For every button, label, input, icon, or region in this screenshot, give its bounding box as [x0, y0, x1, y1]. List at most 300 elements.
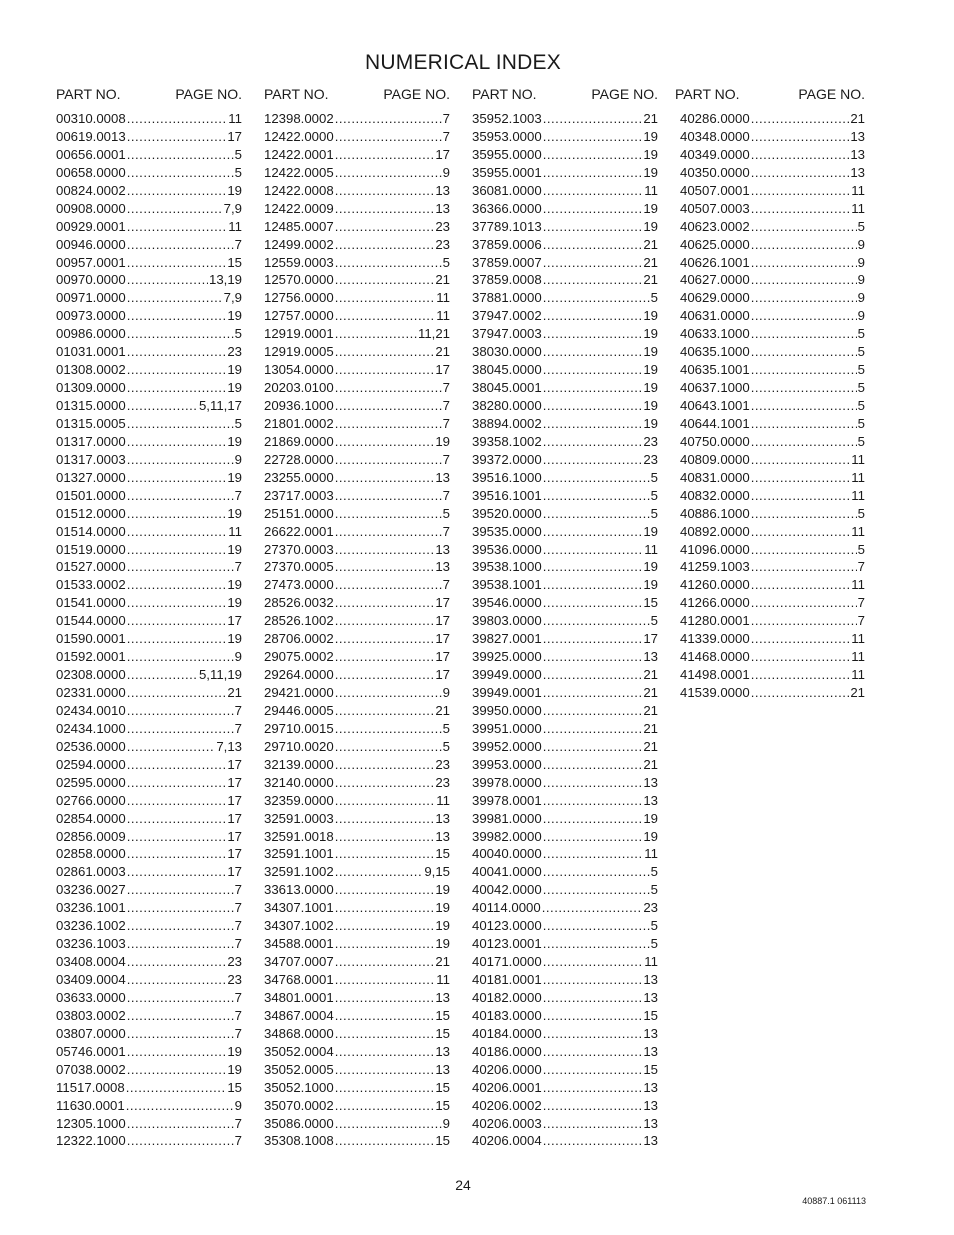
page-reference: 19 [643, 810, 658, 826]
part-number: 32139.0000 [264, 756, 334, 772]
dot-leader [751, 218, 857, 236]
page-reference: 7 [442, 380, 450, 396]
page-reference: 7,9 [223, 200, 242, 216]
page-reference: 5 [857, 433, 865, 449]
dot-leader [335, 397, 442, 415]
index-entry [680, 505, 865, 523]
index-entry [472, 648, 658, 666]
dot-leader [127, 128, 227, 146]
page-no-header: PAGE NO. [798, 86, 865, 102]
page-reference: 5 [234, 326, 242, 342]
part-number: 20203.0100 [264, 380, 334, 396]
dot-leader [127, 271, 208, 289]
dot-leader [127, 379, 227, 397]
part-number: 40123.0000 [472, 918, 542, 934]
index-entry [264, 469, 450, 487]
page-reference: 11 [644, 846, 658, 862]
part-number: 39520.0000 [472, 505, 542, 521]
part-number: 39978.0001 [472, 792, 542, 808]
index-entry [264, 935, 450, 953]
page-reference: 7 [234, 1115, 242, 1131]
dot-leader [335, 325, 417, 343]
part-number: 35308.1008 [264, 1133, 334, 1149]
index-entry [472, 1097, 658, 1115]
page-reference: 19 [435, 900, 450, 916]
page-reference: 19 [227, 541, 242, 557]
page-reference: 21 [643, 236, 658, 252]
page-reference: 21 [435, 702, 450, 718]
part-number: 01308.0002 [56, 362, 126, 378]
dot-leader [751, 630, 851, 648]
index-entry [56, 200, 242, 218]
part-number: 12398.0002 [264, 111, 334, 126]
part-number: 12570.0000 [264, 272, 334, 288]
index-entry [472, 845, 658, 863]
dot-leader [543, 164, 643, 182]
index-entry [264, 684, 450, 702]
page-reference: 13 [643, 774, 658, 790]
dot-leader [335, 343, 435, 361]
index-entry [264, 128, 450, 146]
index-entry [56, 361, 242, 379]
part-number: 39546.0000 [472, 595, 542, 611]
dot-leader [543, 361, 643, 379]
dot-leader [126, 1097, 234, 1115]
part-number: 40637.1000 [680, 380, 750, 396]
page-reference: 11 [851, 577, 865, 593]
page-reference: 23 [435, 236, 450, 252]
part-number: 33613.0000 [264, 882, 334, 898]
part-number: 00971.0000 [56, 290, 126, 306]
dot-leader [127, 863, 227, 881]
part-number: 40349.0000 [680, 146, 750, 162]
page-reference: 15 [435, 1025, 450, 1041]
index-entry [264, 810, 450, 828]
dot-leader [543, 110, 643, 128]
index-entry [264, 630, 450, 648]
page-reference: 7 [234, 559, 242, 575]
part-number: 39951.0000 [472, 720, 542, 736]
index-entry [264, 1061, 450, 1079]
part-number: 03803.0002 [56, 1007, 126, 1023]
page-reference: 5 [857, 505, 865, 521]
index-entry [472, 451, 658, 469]
dot-leader [127, 541, 227, 559]
page-reference: 11 [436, 972, 450, 987]
part-number: 00656.0001 [56, 146, 126, 162]
part-number: 39803.0000 [472, 613, 542, 629]
dot-leader [127, 630, 227, 648]
dot-leader [127, 774, 227, 792]
index-entry [264, 254, 450, 272]
page-reference: 5 [234, 146, 242, 162]
index-entry [472, 917, 658, 935]
dot-leader [127, 1115, 234, 1133]
index-entry [56, 810, 242, 828]
page-reference: 19 [643, 523, 658, 539]
part-number: 34707.0007 [264, 954, 334, 970]
part-number: 01327.0000 [56, 469, 126, 485]
index-entry [264, 792, 450, 810]
index-entry [56, 863, 242, 881]
part-number: 39949.0001 [472, 685, 542, 700]
index-entry [264, 1007, 450, 1025]
part-number: 23717.0003 [264, 487, 334, 503]
dot-leader [543, 254, 643, 272]
dot-leader [335, 487, 442, 505]
page-reference: 19 [227, 577, 242, 593]
part-number: 39978.0000 [472, 774, 542, 790]
index-entry [56, 1132, 242, 1150]
part-number: 02595.0000 [56, 774, 126, 790]
dot-leader [751, 271, 857, 289]
dot-leader [751, 254, 857, 272]
index-entry [56, 792, 242, 810]
part-number: 01514.0000 [56, 523, 126, 539]
page-reference: 11 [228, 111, 242, 126]
index-entry [472, 523, 658, 541]
page-reference: 17 [227, 846, 242, 862]
dot-leader [127, 720, 234, 738]
dot-leader [543, 612, 650, 630]
dot-leader [335, 379, 442, 397]
index-rows [680, 110, 865, 702]
dot-leader [127, 828, 227, 846]
page-reference: 9 [857, 236, 865, 252]
dot-leader [127, 1025, 234, 1043]
part-number: 39953.0000 [472, 756, 542, 772]
dot-leader [126, 1079, 227, 1097]
index-entry [56, 935, 242, 953]
index-entry [680, 576, 865, 594]
dot-leader [751, 343, 857, 361]
page-reference: 13 [435, 1061, 450, 1077]
index-entry [56, 164, 242, 182]
index-entry [56, 756, 242, 774]
dot-leader [335, 738, 442, 756]
dot-leader [335, 218, 435, 236]
page-reference: 11 [228, 523, 242, 539]
dot-leader [127, 415, 234, 433]
index-entry [472, 953, 658, 971]
page-reference: 21 [435, 272, 450, 288]
part-number: 12559.0003 [264, 254, 334, 270]
index-entry [680, 289, 865, 307]
dot-leader [751, 451, 851, 469]
index-entry [680, 146, 865, 164]
dot-leader [543, 845, 644, 863]
part-number: 36081.0000 [472, 182, 542, 198]
part-number: 38280.0000 [472, 398, 542, 413]
dot-leader [335, 684, 442, 702]
index-entry [680, 397, 865, 415]
page-reference: 9 [857, 272, 865, 288]
dot-leader [542, 899, 643, 917]
part-no-header: PART NO. [264, 86, 329, 102]
page-reference: 19 [227, 631, 242, 647]
dot-leader [127, 200, 223, 218]
dot-leader [127, 487, 234, 505]
dot-leader [543, 917, 650, 935]
page-no-header: PAGE NO. [175, 86, 242, 102]
dot-leader [127, 1007, 234, 1025]
index-entry [680, 361, 865, 379]
index-entry [472, 828, 658, 846]
part-number: 01590.0001 [56, 631, 126, 647]
dot-leader [127, 845, 227, 863]
page-reference: 17 [435, 631, 450, 647]
dot-leader [751, 128, 850, 146]
page-reference: 13 [435, 1043, 450, 1059]
part-number: 00619.0013 [56, 128, 126, 144]
page-reference: 13 [643, 1079, 658, 1095]
page-reference: 21 [435, 344, 450, 360]
part-number: 01512.0000 [56, 505, 126, 521]
dot-leader [335, 863, 424, 881]
part-number: 12756.0000 [264, 290, 334, 306]
part-number: 12422.0008 [264, 182, 334, 198]
dot-leader [335, 505, 442, 523]
part-number: 00310.0008 [56, 111, 126, 126]
page-reference: 5 [650, 469, 658, 485]
dot-leader [543, 863, 650, 881]
dot-leader [335, 1115, 442, 1133]
page-reference: 11 [851, 451, 865, 467]
page-reference: 13 [643, 649, 658, 665]
index-entry [472, 702, 658, 720]
index-entry [264, 1043, 450, 1061]
index-entry [264, 899, 450, 917]
page-reference: 7 [234, 1133, 242, 1149]
index-column-4 [675, 84, 865, 700]
page-reference: 13 [435, 559, 450, 575]
page-reference: 5 [650, 487, 658, 503]
index-entry [680, 128, 865, 146]
dot-leader [127, 899, 234, 917]
index-entry [264, 1079, 450, 1097]
index-entry [680, 164, 865, 182]
page-reference: 19 [643, 415, 658, 431]
index-entry [56, 612, 242, 630]
part-number: 39536.0000 [472, 541, 542, 557]
index-entry [56, 684, 242, 702]
index-entry [264, 756, 450, 774]
index-entry [264, 558, 450, 576]
page-reference: 15 [643, 595, 658, 611]
page-reference: 15 [227, 1079, 242, 1095]
part-number: 01317.0000 [56, 433, 126, 449]
dot-leader [335, 828, 435, 846]
index-entry [56, 1025, 242, 1043]
dot-leader [127, 451, 234, 469]
part-number: 26622.0001 [264, 523, 334, 539]
part-number: 37881.0000 [472, 290, 542, 306]
index-entry [264, 1025, 450, 1043]
part-number: 38045.0000 [472, 362, 542, 378]
part-number: 40114.0000 [472, 900, 541, 916]
dot-leader [543, 810, 643, 828]
dot-leader [335, 756, 435, 774]
page-reference: 21 [643, 702, 658, 718]
dot-leader [127, 881, 234, 899]
part-number: 01309.0000 [56, 380, 126, 396]
part-number: 34307.1001 [264, 900, 334, 916]
dot-leader [751, 415, 857, 433]
part-number: 29710.0020 [264, 738, 334, 754]
dot-leader [543, 828, 643, 846]
index-entry [56, 1007, 242, 1025]
page-reference: 19 [227, 308, 242, 324]
index-entry [56, 1079, 242, 1097]
part-number: 37859.0008 [472, 272, 542, 288]
index-entry [680, 451, 865, 469]
index-entry [56, 236, 242, 254]
page-reference: 7 [442, 398, 450, 413]
index-entry [264, 505, 450, 523]
dot-leader [127, 684, 227, 702]
dot-leader [335, 630, 435, 648]
index-entry [472, 666, 658, 684]
index-entry [56, 738, 242, 756]
dot-leader [335, 541, 435, 559]
page-reference: 19 [227, 595, 242, 611]
page-reference: 23 [643, 433, 658, 449]
part-number: 34801.0001 [264, 989, 334, 1005]
part-number: 03633.0000 [56, 989, 126, 1005]
dot-leader [543, 433, 643, 451]
index-entry [680, 523, 865, 541]
index-entry [472, 307, 658, 325]
index-entry [56, 576, 242, 594]
page-reference: 17 [435, 649, 450, 665]
index-entry [472, 1007, 658, 1025]
part-number: 41468.0000 [680, 649, 750, 665]
part-number: 35086.0000 [264, 1115, 334, 1131]
part-number: 12305.1000 [56, 1115, 126, 1131]
page-reference: 19 [227, 380, 242, 396]
part-number: 40507.0003 [680, 200, 750, 216]
index-entry [264, 487, 450, 505]
page-reference: 13 [643, 1133, 658, 1149]
page-reference: 11 [228, 218, 242, 234]
index-entry [680, 200, 865, 218]
index-entry [680, 684, 865, 702]
index-entry [56, 146, 242, 164]
index-entry [56, 1097, 242, 1115]
part-number: 00970.0000 [56, 272, 126, 288]
part-number: 12422.0005 [264, 164, 334, 180]
index-entry [264, 1132, 450, 1150]
part-number: 35070.0002 [264, 1097, 334, 1113]
page-reference: 7 [234, 936, 242, 952]
dot-leader [335, 845, 435, 863]
index-entry [264, 164, 450, 182]
part-number: 35052.1000 [264, 1079, 334, 1095]
dot-leader [751, 594, 857, 612]
dot-leader [335, 1132, 435, 1150]
page-reference: 21 [643, 254, 658, 270]
part-number: 28526.1002 [264, 613, 334, 629]
dot-leader [335, 666, 435, 684]
page-reference: 19 [643, 828, 658, 844]
page-reference: 23 [435, 756, 450, 772]
page-reference: 13 [643, 1115, 658, 1131]
dot-leader [543, 1007, 643, 1025]
index-entry [472, 612, 658, 630]
dot-leader [751, 558, 857, 576]
dot-leader [335, 881, 435, 899]
page-reference: 7 [234, 900, 242, 916]
part-number: 02434.1000 [56, 720, 126, 736]
page-reference: 19 [643, 128, 658, 144]
part-number: 39982.0000 [472, 828, 542, 844]
dot-leader [543, 792, 643, 810]
index-entry [56, 917, 242, 935]
index-entry [264, 236, 450, 254]
dot-leader [751, 146, 850, 164]
index-entry [264, 612, 450, 630]
page-reference: 21 [643, 111, 658, 126]
dot-leader [335, 469, 435, 487]
part-number: 38894.0002 [472, 415, 542, 431]
part-number: 01527.0000 [56, 559, 126, 575]
part-number: 02594.0000 [56, 756, 126, 772]
index-entry [56, 487, 242, 505]
page-reference: 13 [435, 810, 450, 826]
dot-leader [543, 200, 643, 218]
part-number: 00957.0001 [56, 254, 126, 270]
part-number: 39538.1001 [472, 577, 542, 593]
dot-leader [335, 774, 435, 792]
index-entry [56, 451, 242, 469]
part-number: 41498.0001 [680, 667, 750, 683]
index-entry [680, 469, 865, 487]
dot-leader [335, 164, 442, 182]
page-reference: 11 [851, 469, 865, 485]
page-reference: 19 [435, 918, 450, 934]
part-number: 40350.0000 [680, 164, 750, 180]
page-reference: 11 [436, 290, 450, 306]
part-number: 02856.0009 [56, 828, 126, 844]
page-reference: 19 [643, 398, 658, 413]
index-entry [472, 881, 658, 899]
index-entry [264, 146, 450, 164]
part-number: 32140.0000 [264, 774, 334, 790]
page-reference: 17 [435, 146, 450, 162]
dot-leader [543, 558, 643, 576]
part-number: 40623.0002 [680, 218, 750, 234]
index-entry [680, 343, 865, 361]
index-entry [264, 218, 450, 236]
index-entry [56, 397, 242, 415]
index-entry [56, 505, 242, 523]
part-number: 40507.0001 [680, 182, 750, 198]
part-number: 41539.0000 [680, 685, 750, 700]
page-reference: 13 [643, 1025, 658, 1041]
index-entry [264, 397, 450, 415]
index-entry [56, 702, 242, 720]
part-number: 39925.0000 [472, 649, 542, 665]
page-reference: 19 [227, 433, 242, 449]
index-entry [472, 989, 658, 1007]
dot-leader [543, 935, 650, 953]
dot-leader [543, 523, 643, 541]
index-entry [264, 1097, 450, 1115]
index-entry [472, 433, 658, 451]
part-number: 41096.0000 [680, 541, 750, 557]
dot-leader [127, 469, 227, 487]
part-number: 00973.0000 [56, 308, 126, 324]
